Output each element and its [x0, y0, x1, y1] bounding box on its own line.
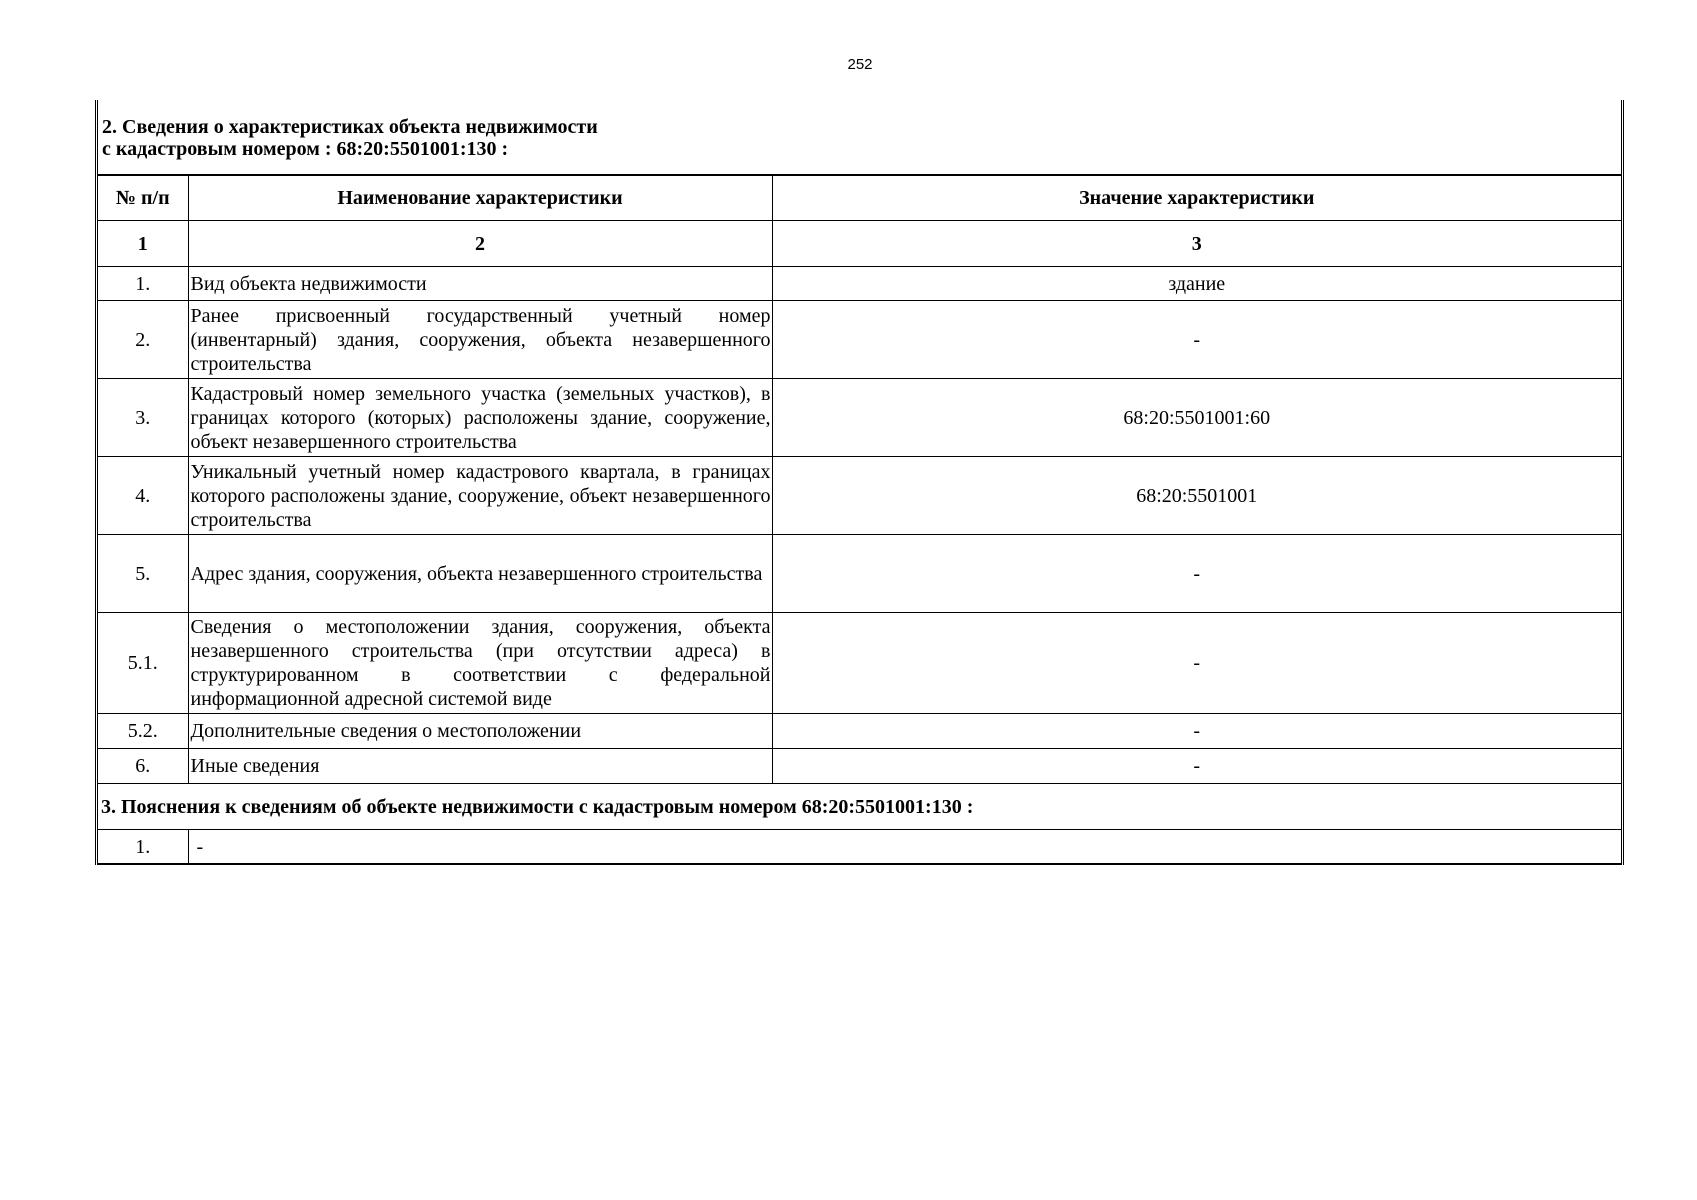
row-value: 68:20:5501001:60 [772, 379, 1621, 457]
row-text: - [188, 830, 1621, 865]
row-number: 5.2. [98, 714, 188, 749]
header-number: № п/п [98, 176, 188, 221]
row-value: - [772, 535, 1621, 613]
section-3-title-row [98, 784, 1621, 830]
row-name: Вид объекта недвижимости [188, 267, 772, 301]
table-row [98, 301, 1621, 379]
column-number-row [98, 221, 1621, 267]
row-number: 6. [98, 749, 188, 784]
row-number: 2. [98, 301, 188, 379]
table-row [98, 457, 1621, 535]
section-2-title-line1: 2. Сведения о характеристиках объекта недвижимости [102, 116, 598, 138]
col-number-2: 2 [188, 221, 772, 267]
row-value: - [772, 714, 1621, 749]
row-number: 3. [98, 379, 188, 457]
row-name: Иные сведения [188, 749, 772, 784]
row-value: - [772, 301, 1621, 379]
col-number-1: 1 [98, 221, 188, 267]
table-row [98, 714, 1621, 749]
row-name: Уникальный учетный номер кадастрового квартала, в границах которого расположены здание, сооружение, объект незавершенного строительства [188, 457, 772, 535]
row-number: 1. [98, 267, 188, 301]
row-value: - [772, 613, 1621, 714]
row-name: Адрес здания, сооружения, объекта незавершенного строительства [188, 535, 772, 613]
row-value: - [772, 749, 1621, 784]
row-value: 68:20:5501001 [772, 457, 1621, 535]
header-value: Значение характеристики [772, 176, 1621, 221]
row-name: Дополнительные сведения о местоположении [188, 714, 772, 749]
col-number-3: 3 [772, 221, 1621, 267]
row-name: Ранее присвоенный государственный учетный номер (инвентарный) здания, сооружения, объекта незавершенного строительства [188, 301, 772, 379]
table-header-row [98, 176, 1621, 221]
section-2-title-line2: с кадастровым номером : 68:20:5501001:130 : [102, 138, 509, 160]
table-row [98, 830, 1621, 865]
document-frame [95, 100, 1624, 865]
characteristics-table [98, 175, 1621, 865]
table-row [98, 267, 1621, 301]
row-number: 5. [98, 535, 188, 613]
row-number: 5.1. [98, 613, 188, 714]
row-name: Сведения о местоположении здания, сооружения, объекта незавершенного строительства (при отсутствии адреса) в структурированном в соответствии с федеральной информационной адресной системой виде [188, 613, 772, 714]
row-value: здание [772, 267, 1621, 301]
table-row [98, 379, 1621, 457]
page-number: 252 [847, 56, 873, 73]
header-name: Наименование характеристики [188, 176, 772, 221]
row-number: 1. [98, 830, 188, 865]
section-3-title: 3. Пояснения к сведениям об объекте недвижимости с кадастровым номером 68:20:5501001:130 : [98, 784, 1621, 830]
section-2-title [98, 100, 1621, 175]
row-number: 4. [98, 457, 188, 535]
table-row [98, 613, 1621, 714]
row-name: Кадастровый номер земельного участка (земельных участков), в границах которого (которых) расположены здание, сооружение, объект незавершенного строительства [188, 379, 772, 457]
table-row [98, 535, 1621, 613]
table-row [98, 749, 1621, 784]
